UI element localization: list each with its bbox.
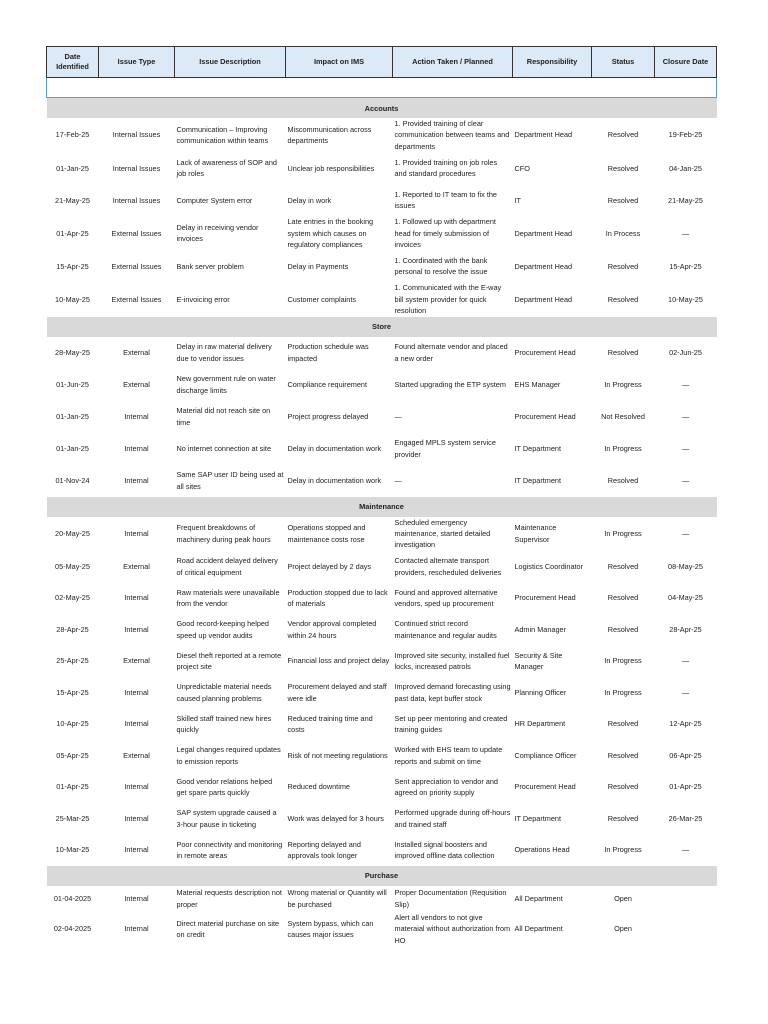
impact-cell: Risk of not meeting regulations	[287, 750, 388, 760]
table-row	[47, 369, 717, 401]
date-cell: 01-Jun-25	[56, 379, 89, 389]
responsibility-cell: HR Department	[514, 719, 566, 729]
description-cell: Computer System error	[176, 195, 253, 205]
closure-date-cell: —	[681, 228, 690, 238]
description-cell: Unpredictable material needs caused planning problems	[176, 682, 272, 703]
description-cell: Frequent breakdowns of machinery during peak hours	[176, 523, 271, 544]
column-header-issue-description: Issue Description	[175, 47, 286, 78]
action-cell: —	[394, 475, 402, 485]
issue-type-cell: Internal	[124, 924, 149, 934]
impact-cell: Compliance requirement	[287, 379, 367, 389]
action-cell: 1. Provided training on job roles and standard procedures	[394, 157, 498, 179]
responsibility-cell: All Department	[514, 924, 563, 934]
action-cell: Alert all vendors to not give materaial without authorization from HO	[394, 912, 511, 945]
impact-cell: Financial loss and project delay	[287, 656, 390, 666]
description-cell: Skilled staff trained new hires quickly	[176, 713, 272, 735]
closure-date-cell: —	[681, 656, 690, 666]
status-cell: Resolved	[607, 561, 639, 571]
action-cell: Contacted alternate transport providers, rescheduled deliveries	[394, 556, 502, 577]
action-cell: Scheduled emergency maintenance, started detailed investigation	[394, 517, 491, 550]
table-row	[47, 282, 717, 316]
status-cell: Not Resolved	[601, 411, 645, 421]
status-cell: In Process	[605, 228, 641, 238]
closure-date-cell: 26-Mar-25	[668, 813, 703, 823]
responsibility-cell: Compliance Officer	[514, 750, 577, 760]
table-row	[47, 337, 717, 369]
closure-date-cell: —	[681, 379, 690, 389]
date-cell: 01-Jan-25	[56, 163, 89, 173]
action-cell: Continued strict record maintenance and regular audits	[394, 619, 497, 640]
impact-cell: Customer complaints	[287, 294, 357, 304]
issue-type-cell: Internal	[124, 687, 149, 697]
description-cell: Material requests description not proper	[176, 888, 282, 909]
status-cell: In Progress	[604, 443, 642, 453]
responsibility-cell: CFO	[514, 163, 530, 173]
header-row	[47, 47, 717, 78]
action-cell: —	[394, 411, 402, 421]
issues-table	[46, 46, 717, 946]
closure-date-cell: 19-Feb-25	[668, 130, 703, 140]
issue-type-cell: External	[123, 750, 150, 760]
date-cell: 01-04-2025	[53, 894, 92, 904]
impact-cell: Production stopped due to lack of materials	[287, 587, 388, 609]
description-cell: Delay in raw material delivery due to vendor issues	[176, 342, 272, 363]
issue-type-cell: External	[123, 347, 150, 357]
table-row	[47, 803, 717, 835]
issue-type-cell: External	[123, 656, 150, 666]
column-header-impact: Impact on IMS	[286, 47, 393, 78]
date-cell: 01-Apr-25	[56, 782, 89, 792]
status-cell: Resolved	[607, 624, 639, 634]
date-cell: 10-Apr-25	[56, 719, 89, 729]
closure-date-cell: —	[681, 475, 690, 485]
table-row	[47, 433, 717, 465]
section-header-row	[47, 866, 717, 886]
impact-cell: Project delayed by 2 days	[287, 561, 372, 571]
column-header-status: Status	[592, 47, 655, 78]
date-cell: 01-Jan-25	[56, 411, 89, 421]
description-cell: E-invoicing error	[176, 294, 230, 304]
impact-cell: Production schedule was impacted	[287, 342, 369, 363]
issue-type-cell: Internal	[124, 782, 149, 792]
status-cell: Resolved	[607, 593, 639, 603]
description-cell: Direct material purchase on site on credit	[176, 918, 280, 939]
responsibility-cell: Maintenance Supervisor	[514, 523, 557, 544]
impact-cell: Wrong material or Quantity will be purchased	[287, 888, 387, 909]
issue-type-cell: Internal	[124, 411, 149, 421]
issue-type-cell: Internal Issues	[112, 163, 161, 173]
table-row	[47, 886, 717, 912]
impact-cell: Reporting delayed and approvals took longer	[287, 839, 361, 861]
action-cell: Set up peer mentoring and created training guides	[394, 713, 508, 735]
table-row	[47, 152, 717, 184]
responsibility-cell: Department Head	[514, 261, 573, 271]
selected-empty-row[interactable]	[47, 78, 717, 98]
status-cell: Resolved	[607, 261, 639, 271]
description-cell: Bank server problem	[176, 261, 244, 271]
status-cell: In Progress	[604, 529, 642, 539]
action-cell: Engaged MPLS system service provider	[394, 438, 496, 459]
status-cell: Resolved	[607, 750, 639, 760]
action-cell: Started upgrading the ETP system	[394, 379, 506, 389]
issue-type-cell: Internal	[124, 475, 149, 485]
responsibility-cell: All Department	[514, 894, 563, 904]
date-cell: 15-Apr-25	[56, 687, 89, 697]
responsibility-cell: Procurement Head	[514, 347, 576, 357]
closure-date-cell: 01-Apr-25	[669, 782, 702, 792]
responsibility-cell: Procurement Head	[514, 593, 576, 603]
description-cell: Poor connectivity and monitoring in remote areas	[176, 839, 283, 861]
date-cell: 02-04-2025	[53, 924, 92, 934]
status-cell: Resolved	[607, 294, 639, 304]
responsibility-cell: EHS Manager	[514, 379, 561, 389]
table-row	[47, 216, 717, 250]
action-cell: 1. Coordinated with the bank personal to resolve the issue	[394, 256, 488, 277]
section-title: Accounts	[47, 98, 717, 119]
column-header-action: Action Taken / Planned	[393, 47, 513, 78]
impact-cell: Reduced training time and costs	[287, 713, 373, 735]
issues-register	[46, 46, 716, 946]
impact-cell: System bypass, which can causes major issues	[287, 918, 374, 939]
issue-type-cell: Internal	[124, 443, 149, 453]
issue-type-cell: External Issues	[111, 228, 162, 238]
action-cell: Worked with EHS team to update reports and submit on time	[394, 745, 503, 766]
status-cell: Open	[614, 924, 632, 934]
action-cell: 1. Reported to IT team to fix the issues	[394, 189, 497, 211]
action-cell: Found alternate vendor and placed a new order	[394, 342, 508, 363]
date-cell: 25-Mar-25	[55, 813, 90, 823]
issue-type-cell: External	[123, 379, 150, 389]
issue-type-cell: External Issues	[111, 261, 162, 271]
description-cell: Lack of awareness of SOP and job roles	[176, 157, 277, 179]
impact-cell: Delay in documentation work	[287, 443, 382, 453]
responsibility-cell: Procurement Head	[514, 411, 576, 421]
closure-date-cell: 28-Apr-25	[669, 624, 702, 634]
closure-date-cell: 04-May-25	[668, 593, 703, 603]
responsibility-cell: Department Head	[514, 130, 573, 140]
impact-cell: Project progress delayed	[287, 411, 369, 421]
action-cell: 1. Communicated with the E-way bill system provider for quick resolution	[394, 283, 502, 316]
responsibility-cell: IT Department	[514, 443, 562, 453]
responsibility-cell: Planning Officer	[514, 687, 567, 697]
closure-date-cell: —	[681, 443, 690, 453]
date-cell: 05-Apr-25	[56, 750, 89, 760]
impact-cell: Reduced downtime	[287, 782, 350, 792]
description-cell: Raw materials were unavailable from the vendor	[176, 587, 280, 609]
table-row	[47, 184, 717, 216]
table-row	[47, 582, 717, 614]
responsibility-cell: Admin Manager	[514, 624, 567, 634]
impact-cell: Vendor approval completed within 24 hours	[287, 619, 377, 640]
description-cell: Diesel theft reported at a remote project site	[176, 650, 282, 672]
action-cell: Improved demand forecasting using past data, kept buffer stock	[394, 682, 511, 703]
issue-type-cell: Internal	[124, 624, 149, 634]
description-cell: Material did not reach site on time	[176, 406, 271, 427]
responsibility-cell: Security & Site Manager	[514, 650, 563, 672]
date-cell: 01-Jan-25	[56, 443, 89, 453]
closure-date-cell: 12-Apr-25	[669, 719, 702, 729]
responsibility-cell: Logistics Coordinator	[514, 561, 584, 571]
issue-type-cell: Internal	[124, 845, 149, 855]
responsibility-cell: Department Head	[514, 228, 573, 238]
description-cell: Good record-keeping helped speed up vendor audits	[176, 619, 269, 640]
date-cell: 25-Apr-25	[56, 656, 89, 666]
issue-type-cell: Internal	[124, 529, 149, 539]
status-cell: In Progress	[604, 687, 642, 697]
column-header-issue-type: Issue Type	[99, 47, 175, 78]
responsibility-cell: Operations Head	[514, 845, 570, 855]
issue-type-cell: Internal	[124, 894, 149, 904]
status-cell: Resolved	[607, 475, 639, 485]
table-row	[47, 708, 717, 740]
table-row	[47, 677, 717, 709]
date-cell: 10-Mar-25	[55, 845, 90, 855]
issue-type-cell: External	[123, 561, 150, 571]
description-cell: SAP system upgrade caused a 3-hour pause in ticketing	[176, 808, 277, 829]
status-cell: Resolved	[607, 813, 639, 823]
impact-cell: Delay in Payments	[287, 261, 349, 271]
impact-cell: Delay in documentation work	[287, 475, 382, 485]
table-row	[47, 118, 717, 152]
description-cell: Communication – Improving communication within teams	[176, 124, 269, 146]
table-row	[47, 250, 717, 282]
column-header-closure-date: Closure Date	[655, 47, 717, 78]
issue-type-cell: External Issues	[111, 294, 162, 304]
issue-type-cell: Internal	[124, 593, 149, 603]
table-row	[47, 551, 717, 583]
action-cell: Installed signal boosters and improved offline data collection	[394, 839, 495, 861]
issue-type-cell: Internal	[124, 813, 149, 823]
action-cell: 1. Followed up with department head for timely submission of invoices	[394, 217, 496, 250]
issue-type-cell: Internal Issues	[112, 195, 161, 205]
column-header-responsibility: Responsibility	[513, 47, 592, 78]
status-cell: Resolved	[607, 195, 639, 205]
description-cell: New government rule on water discharge limits	[176, 374, 276, 395]
action-cell: Found and approved alternative vendors, sped up procurement	[394, 587, 498, 609]
table-row	[47, 834, 717, 866]
status-cell: Resolved	[607, 130, 639, 140]
responsibility-cell: Department Head	[514, 294, 573, 304]
date-cell: 28-Apr-25	[56, 624, 89, 634]
description-cell: Road accident delayed delivery of critical equipment	[176, 556, 278, 577]
action-cell: Performed upgrade during off-hours and trained staff	[394, 808, 511, 829]
impact-cell: Miscommunication across departments	[287, 124, 372, 146]
table-row	[47, 771, 717, 803]
table-row	[47, 912, 717, 946]
closure-date-cell: 04-Jan-25	[669, 163, 702, 173]
table-row	[47, 614, 717, 646]
responsibility-cell: Procurement Head	[514, 782, 576, 792]
description-cell: Good vendor relations helped get spare parts quickly	[176, 776, 273, 798]
status-cell: In Progress	[604, 656, 642, 666]
issue-type-cell: Internal	[124, 719, 149, 729]
date-cell: 05-May-25	[55, 561, 90, 571]
table-row	[47, 465, 717, 497]
closure-date-cell: —	[681, 529, 690, 539]
status-cell: Resolved	[607, 347, 639, 357]
action-cell: Sent appreciation to vendor and agreed on priority supply	[394, 776, 498, 798]
column-header-date: Date Identified	[47, 47, 99, 78]
impact-cell: Operations stopped and maintenance costs rose	[287, 523, 366, 544]
date-cell: 01-Apr-25	[56, 228, 89, 238]
table-body	[47, 78, 717, 947]
closure-date-cell	[655, 912, 717, 946]
action-cell: Improved site security, installed fuel locks, increased patrols	[394, 650, 510, 672]
closure-date-cell: 21-May-25	[668, 195, 703, 205]
impact-cell: Late entries in the booking system which causes on regulatory compliances	[287, 217, 374, 250]
issue-type-cell: Internal Issues	[112, 130, 161, 140]
table-row	[47, 740, 717, 772]
status-cell: In Progress	[604, 379, 642, 389]
status-cell: In Progress	[604, 845, 642, 855]
description-cell: Same SAP user ID being used at all sites	[176, 470, 284, 491]
status-cell: Resolved	[607, 163, 639, 173]
closure-date-cell: 02-Jun-25	[669, 347, 702, 357]
impact-cell: Procurement delayed and staff were idle	[287, 682, 387, 703]
closure-date-cell: 15-Apr-25	[669, 261, 702, 271]
section-header-row	[47, 98, 717, 119]
status-cell: Open	[614, 894, 632, 904]
responsibility-cell: IT Department	[514, 475, 562, 485]
section-title: Purchase	[47, 866, 717, 886]
closure-date-cell: —	[681, 845, 690, 855]
date-cell: 21-May-25	[55, 195, 90, 205]
status-cell: Resolved	[607, 782, 639, 792]
closure-date-cell: —	[681, 687, 690, 697]
section-title: Maintenance	[47, 497, 717, 517]
closure-date-cell: 06-Apr-25	[669, 750, 702, 760]
empty-cell[interactable]	[47, 78, 717, 98]
section-header-row	[47, 497, 717, 517]
table-row	[47, 401, 717, 433]
action-cell: Proper Documentation (Requsition Slip)	[394, 888, 507, 909]
closure-date-cell: —	[681, 411, 690, 421]
impact-cell: Work was delayed for 3 hours	[287, 813, 384, 823]
closure-date-cell: 08-May-25	[668, 561, 703, 571]
date-cell: 20-May-25	[55, 529, 90, 539]
closure-date-cell	[655, 886, 717, 912]
responsibility-cell: IT	[514, 195, 521, 205]
date-cell: 02-May-25	[55, 593, 90, 603]
date-cell: 01-Nov-24	[55, 475, 90, 485]
impact-cell: Unclear job responsibilities	[287, 163, 375, 173]
table-row	[47, 645, 717, 677]
status-cell: Resolved	[607, 719, 639, 729]
description-cell: Delay in receiving vendor invoices	[176, 222, 259, 244]
section-title: Store	[47, 317, 717, 337]
description-cell: No internet connection at site	[176, 443, 272, 453]
date-cell: 15-Apr-25	[56, 261, 89, 271]
date-cell: 28-May-25	[55, 347, 90, 357]
description-cell: Legal changes required updates to emission reports	[176, 745, 281, 766]
date-cell: 17-Feb-25	[55, 130, 90, 140]
date-cell: 10-May-25	[55, 294, 90, 304]
responsibility-cell: IT Department	[514, 813, 562, 823]
action-cell: 1. Provided training of clear communication between teams and departments	[394, 119, 510, 151]
impact-cell: Delay in work	[287, 195, 332, 205]
section-header-row	[47, 317, 717, 337]
closure-date-cell: 10-May-25	[668, 294, 703, 304]
table-row	[47, 517, 717, 551]
